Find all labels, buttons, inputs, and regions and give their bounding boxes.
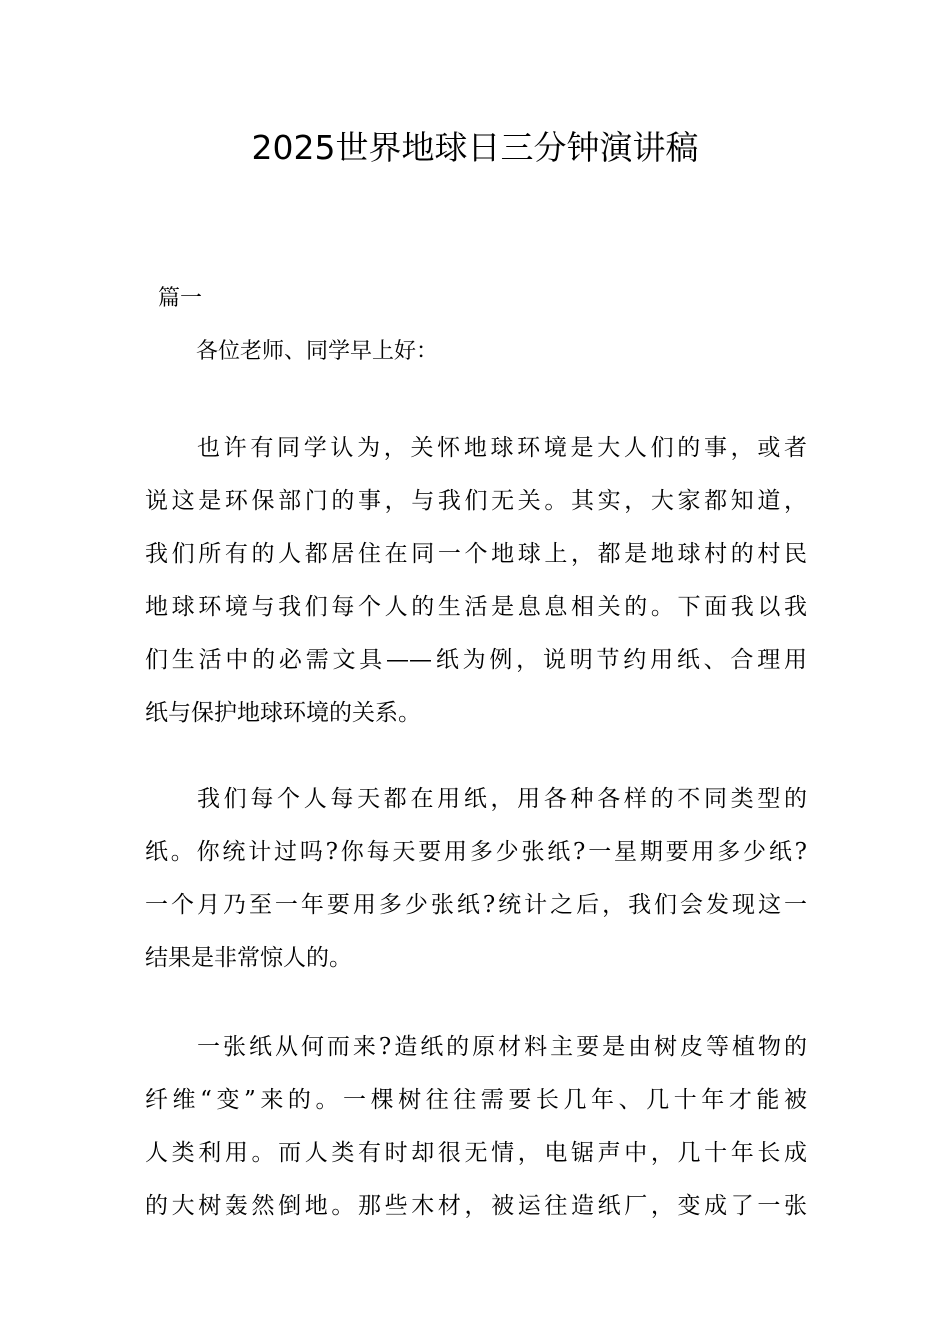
paragraph-line: 我们所有的人都居住在同一个地球上，都是地球村的村民: [145, 541, 807, 567]
paragraph: [145, 422, 807, 740]
paragraph-line: 的大树轰然倒地。那些木材，被运往造纸厂，变成了一张: [145, 1193, 807, 1219]
paragraph-line: 纸与保护地球环境的关系。: [145, 700, 421, 726]
paragraph-line: 一张纸从何而来?造纸的原材料主要是由树皮等植物的: [197, 1034, 807, 1060]
paragraph-line: 人类利用。而人类有时却很无情，电锯声中，几十年长成: [145, 1140, 807, 1166]
document-title: 2025世界地球日三分钟演讲稿: [251, 128, 699, 167]
paragraph-line: 纤维“变”来的。一棵树往往需要长几年、几十年才能被: [145, 1087, 807, 1113]
paragraph: [145, 773, 807, 985]
paragraph-line: 说这是环保部门的事，与我们无关。其实，大家都知道，: [145, 488, 807, 514]
paragraph: [145, 1021, 807, 1233]
section-label: 篇一: [158, 286, 203, 311]
paragraph-line: 也许有同学认为，关怀地球环境是大人们的事，或者: [197, 435, 807, 461]
paragraph-line: 结果是非常惊人的。: [145, 945, 352, 971]
greeting-line: 各位老师、同学早上好：: [196, 339, 439, 364]
paragraph-line: 地球环境与我们每个人的生活是息息相关的。下面我以我: [145, 594, 807, 620]
paragraph-line: 我们每个人每天都在用纸，用各种各样的不同类型的: [197, 786, 807, 812]
paragraph-line: 纸。你统计过吗?你每天要用多少张纸?一星期要用多少纸?: [145, 839, 807, 865]
paragraph-line: 们生活中的必需文具——纸为例，说明节约用纸、合理用: [145, 647, 807, 673]
paragraph-line: 一个月乃至一年要用多少张纸?统计之后，我们会发现这一: [145, 892, 807, 918]
